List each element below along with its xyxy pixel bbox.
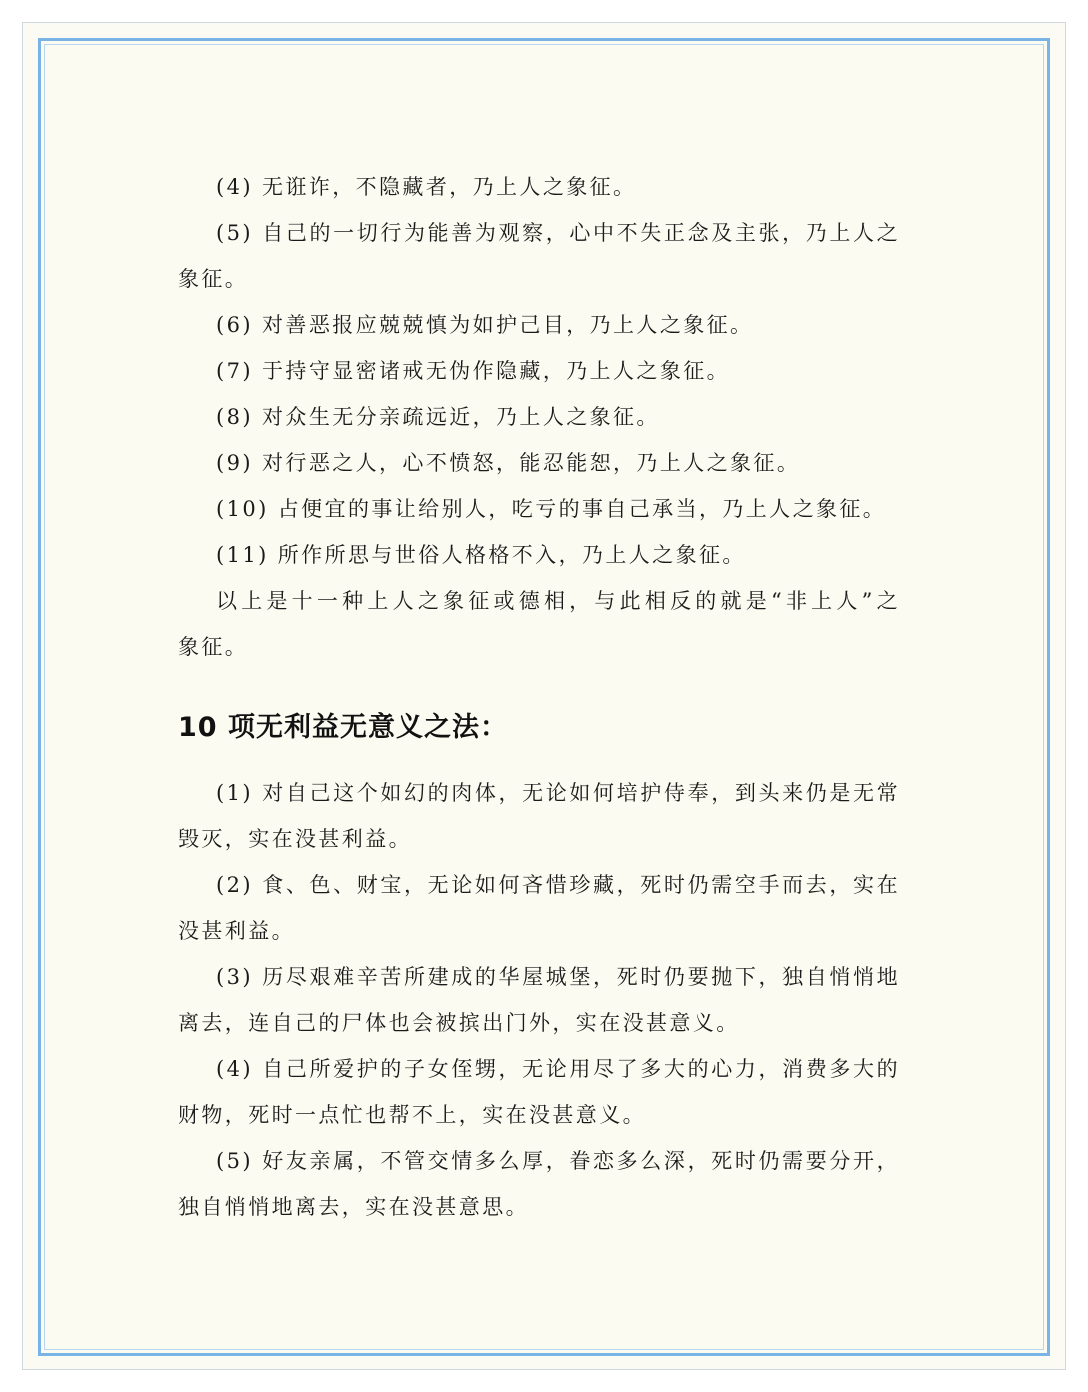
text-line-point-5-cont: 独自悄悄地离去，实在没甚意思。 <box>178 1195 529 1219</box>
text-line-point-5: (5) 好友亲属，不管交情多么厚，眷恋多么深，死时仍需要分开， <box>216 1149 900 1173</box>
document-body <box>178 164 900 1230</box>
text-line-summary-cont: 象征。 <box>178 635 249 659</box>
section-heading: 10 项无利益无意义之法： <box>178 712 508 743</box>
text-line-item-11: (11) 所作所思与世俗人格格不入，乃上人之象征。 <box>216 543 746 567</box>
text-line-item-10: (10) 占便宜的事让给别人，吃亏的事自己承当，乃上人之象征。 <box>216 497 887 521</box>
text-line-item-9: (9) 对行恶之人，心不愤怒，能忍能恕，乃上人之象征。 <box>216 451 801 475</box>
text-line-point-4: (4) 自己所爱护的子女侄甥，无论用尽了多大的心力，消费多大的 <box>216 1057 900 1081</box>
text-line-item-7: (7) 于持守显密诸戒无伪作隐藏，乃上人之象征。 <box>216 359 731 383</box>
text-line-point-1: (1) 对自己这个如幻的肉体，无论如何培护侍奉，到头来仍是无常 <box>216 781 900 805</box>
text-line-item-6: (6) 对善恶报应兢兢慎为如护己目，乃上人之象征。 <box>216 313 754 337</box>
text-line-point-2: (2) 食、色、财宝，无论如何吝惜珍藏，死时仍需空手而去，实在 <box>216 873 900 897</box>
text-line-point-4-cont: 财物，死时一点忙也帮不上，实在没甚意义。 <box>178 1103 646 1127</box>
text-line-point-1-cont: 毁灭，实在没甚利益。 <box>178 827 412 851</box>
text-line-point-3-cont: 离去，连自己的尸体也会被摈出门外，实在没甚意义。 <box>178 1011 740 1035</box>
text-line-item-4: (4) 无诳诈，不隐藏者，乃上人之象征。 <box>216 175 637 199</box>
text-line-item-5-cont: 象征。 <box>178 267 249 291</box>
text-line-item-5: (5) 自己的一切行为能善为观察，心中不失正念及主张，乃上人之 <box>216 221 900 245</box>
text-line-summary: 以上是十一种上人之象征或德相，与此相反的就是“非上人”之 <box>216 589 900 613</box>
text-line-item-8: (8) 对众生无分亲疏远近，乃上人之象征。 <box>216 405 660 429</box>
text-line-point-3: (3) 历尽艰难辛苦所建成的华屋城堡，死时仍要抛下，独自悄悄地 <box>216 965 900 989</box>
text-line-point-2-cont: 没甚利益。 <box>178 919 295 943</box>
